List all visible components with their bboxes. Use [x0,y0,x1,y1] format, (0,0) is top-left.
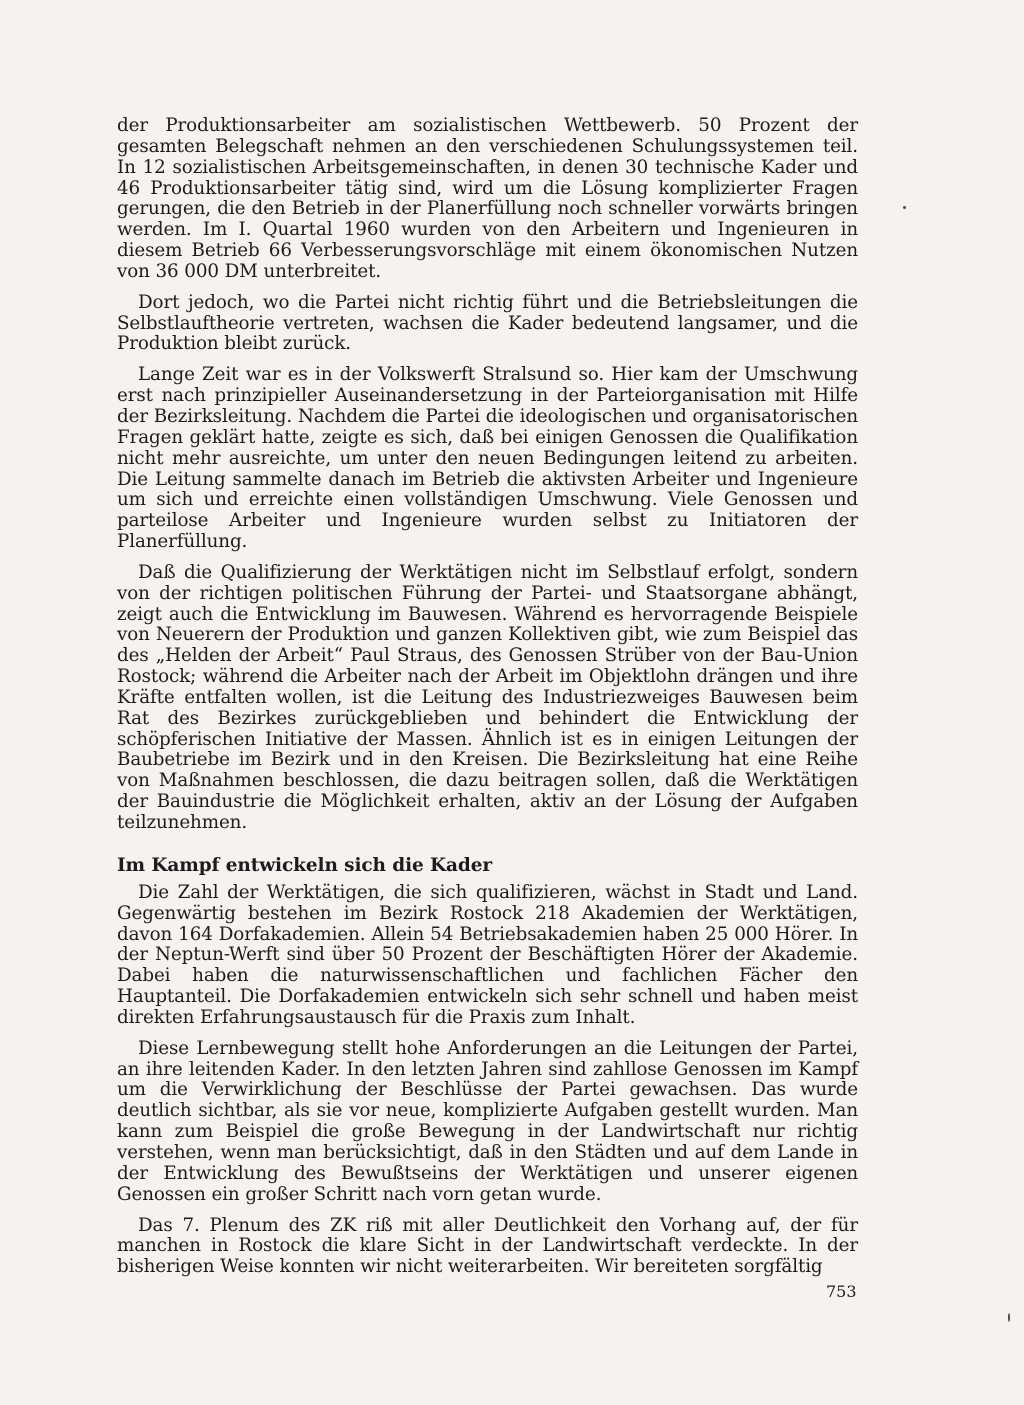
paragraph-academies: Die Zahl der Werktätigen, die sich qualifizieren, wächst in Stadt und Land. Gegenwärtig bestehen im Bezirk Rostock 218 Akademien der Werktätigen, davon 164 Dorfakademien. Allein 54 Betriebsakademien haben 25 000 Hörer. In der Neptun-Werft sind über 50 Prozent der Beschäftigten Hörer der Akademie. Dabei haben die naturwissenschaftlichen und fachlichen Fächer den Hauptanteil. Die Dorfakademien entwickeln sich sehr schnell und haben meist direkten Erfahrungsaustausch für die Praxis zum Inhalt. [117,881,858,1028]
paragraph-volkswerft-stralsund: Lange Zeit war es in der Volkswerft Stralsund so. Hier kam der Umschwung erst nach prinzipieller Auseinandersetzung in der Parteiorganisation mit Hilfe der Bezirksleitung. Nachdem die Partei die ideologischen und organisatorischen Fragen geklärt hatte, zeigte es sich, daß bei einigen Genossen die Qualifikation nicht mehr ausreichte, um unter den neuen Bedingungen leitend zu arbeiten. Die Leitung sammelte danach im Betrieb die aktivsten Arbeiter und Ingenieure um sich und erreichte einen vollständigen Umschwung. Viele Genossen und parteilose Arbeiter und Ingenieure wurden selbst zu Initiatoren der Planerfüllung. [117,364,858,553]
paragraph-production-workers: der Produktionsarbeiter am sozialistischen Wettbewerb. 50 Prozent der gesamten Belegschaft nehmen an den verschiedenen Schulungssystemen teil. In 12 sozialistischen Arbeitsgemeinschaften, in denen 30 technische Kader und 46 Produktionsarbeiter tätig sind, wird um die Lösung komplizierter Fragen gerungen, die den Betrieb in der Planerfüllung noch schneller vorwärts bringen werden. Im I. Quartal 1960 wurden von den Arbeitern und Ingenieuren in diesem Betrieb 66 Verbesserungsvorschläge mit einem ökonomischen Nutzen von 36 000 DM unterbreitet. [117,115,858,282]
paragraph-seventh-plenum: Das 7. Plenum des ZK riß mit aller Deutlichkeit den Vorhang auf, der für manchen in Rostock die klare Sicht in der Landwirtschaft verdeckte. In der bisherigen Weise konnten wir nicht weiterarbeiten. Wir bereiteten sorgfältig [117,1214,858,1278]
text-column [117,116,858,1288]
paragraph-construction-industry: Daß die Qualifizierung der Werktätigen nicht im Selbstlauf erfolgt, sondern von der richtigen politischen Führung der Partei- und Staatsorgane abhängt, zeigt auch die Entwicklung im Bauwesen. Während es hervorragende Beispiele von Neuerern der Produktion und ganzen Kollektiven gibt, wie zum Beispiel das des „Helden der Arbeit“ Paul Straus, des Genossen Strüber von der Bau-Union Rostock; während die Arbeiter nach der Arbeit im Objektlohn drängen und ihre Kräfte entfalten wollen, ist die Leitung des Industriezweiges Bauwesen beim Rat des Bezirkes zurückgeblieben und behindert die Entwicklung der schöpferischen Initiative der Massen. Ähnlich ist es in einigen Leitungen der Baubetriebe im Bezirk und in den Kreisen. Die Bezirksleitung hat eine Reihe von Maßnahmen beschlossen, die dazu beitragen sollen, daß die Werktätigen der Bauindustrie die Möglichkeit erhalten, aktiv an der Lösung der Aufgaben teilzunehmen. [117,561,858,833]
print-speck [903,206,906,209]
print-speck [1008,1313,1010,1322]
paragraph-learning-movement: Diese Lernbewegung stellt hohe Anforderungen an die Leitungen der Partei, an ihre leitenden Kader. In den letzten Jahren sind zahllose Genossen im Kampf um die Verwirklichung der Beschlüsse der Partei gewachsen. Das wurde deutlich sichtbar, als sie vor neue, komplizierte Aufgaben gestellt wurden. Man kann zum Beispiel die große Bewegung in der Landwirtschaft nur richtig verstehen, wenn man berücksichtigt, daß in den Städten und auf dem Lande in der Entwicklung des Bewußtseins der Werktätigen und unserer eigenen Genossen ein großer Schritt nach vorn getan wurde. [117,1037,858,1205]
page-number: 753 [826,1282,857,1301]
paragraph-party-leadership: Dort jedoch, wo die Partei nicht richtig führt und die Betriebsleitungen die Selbstlauftheorie vertreten, wachsen die Kader bedeutend langsamer, und die Produktion bleibt zurück. [117,291,858,355]
section-heading: Im Kampf entwickeln sich die Kader [117,854,493,876]
